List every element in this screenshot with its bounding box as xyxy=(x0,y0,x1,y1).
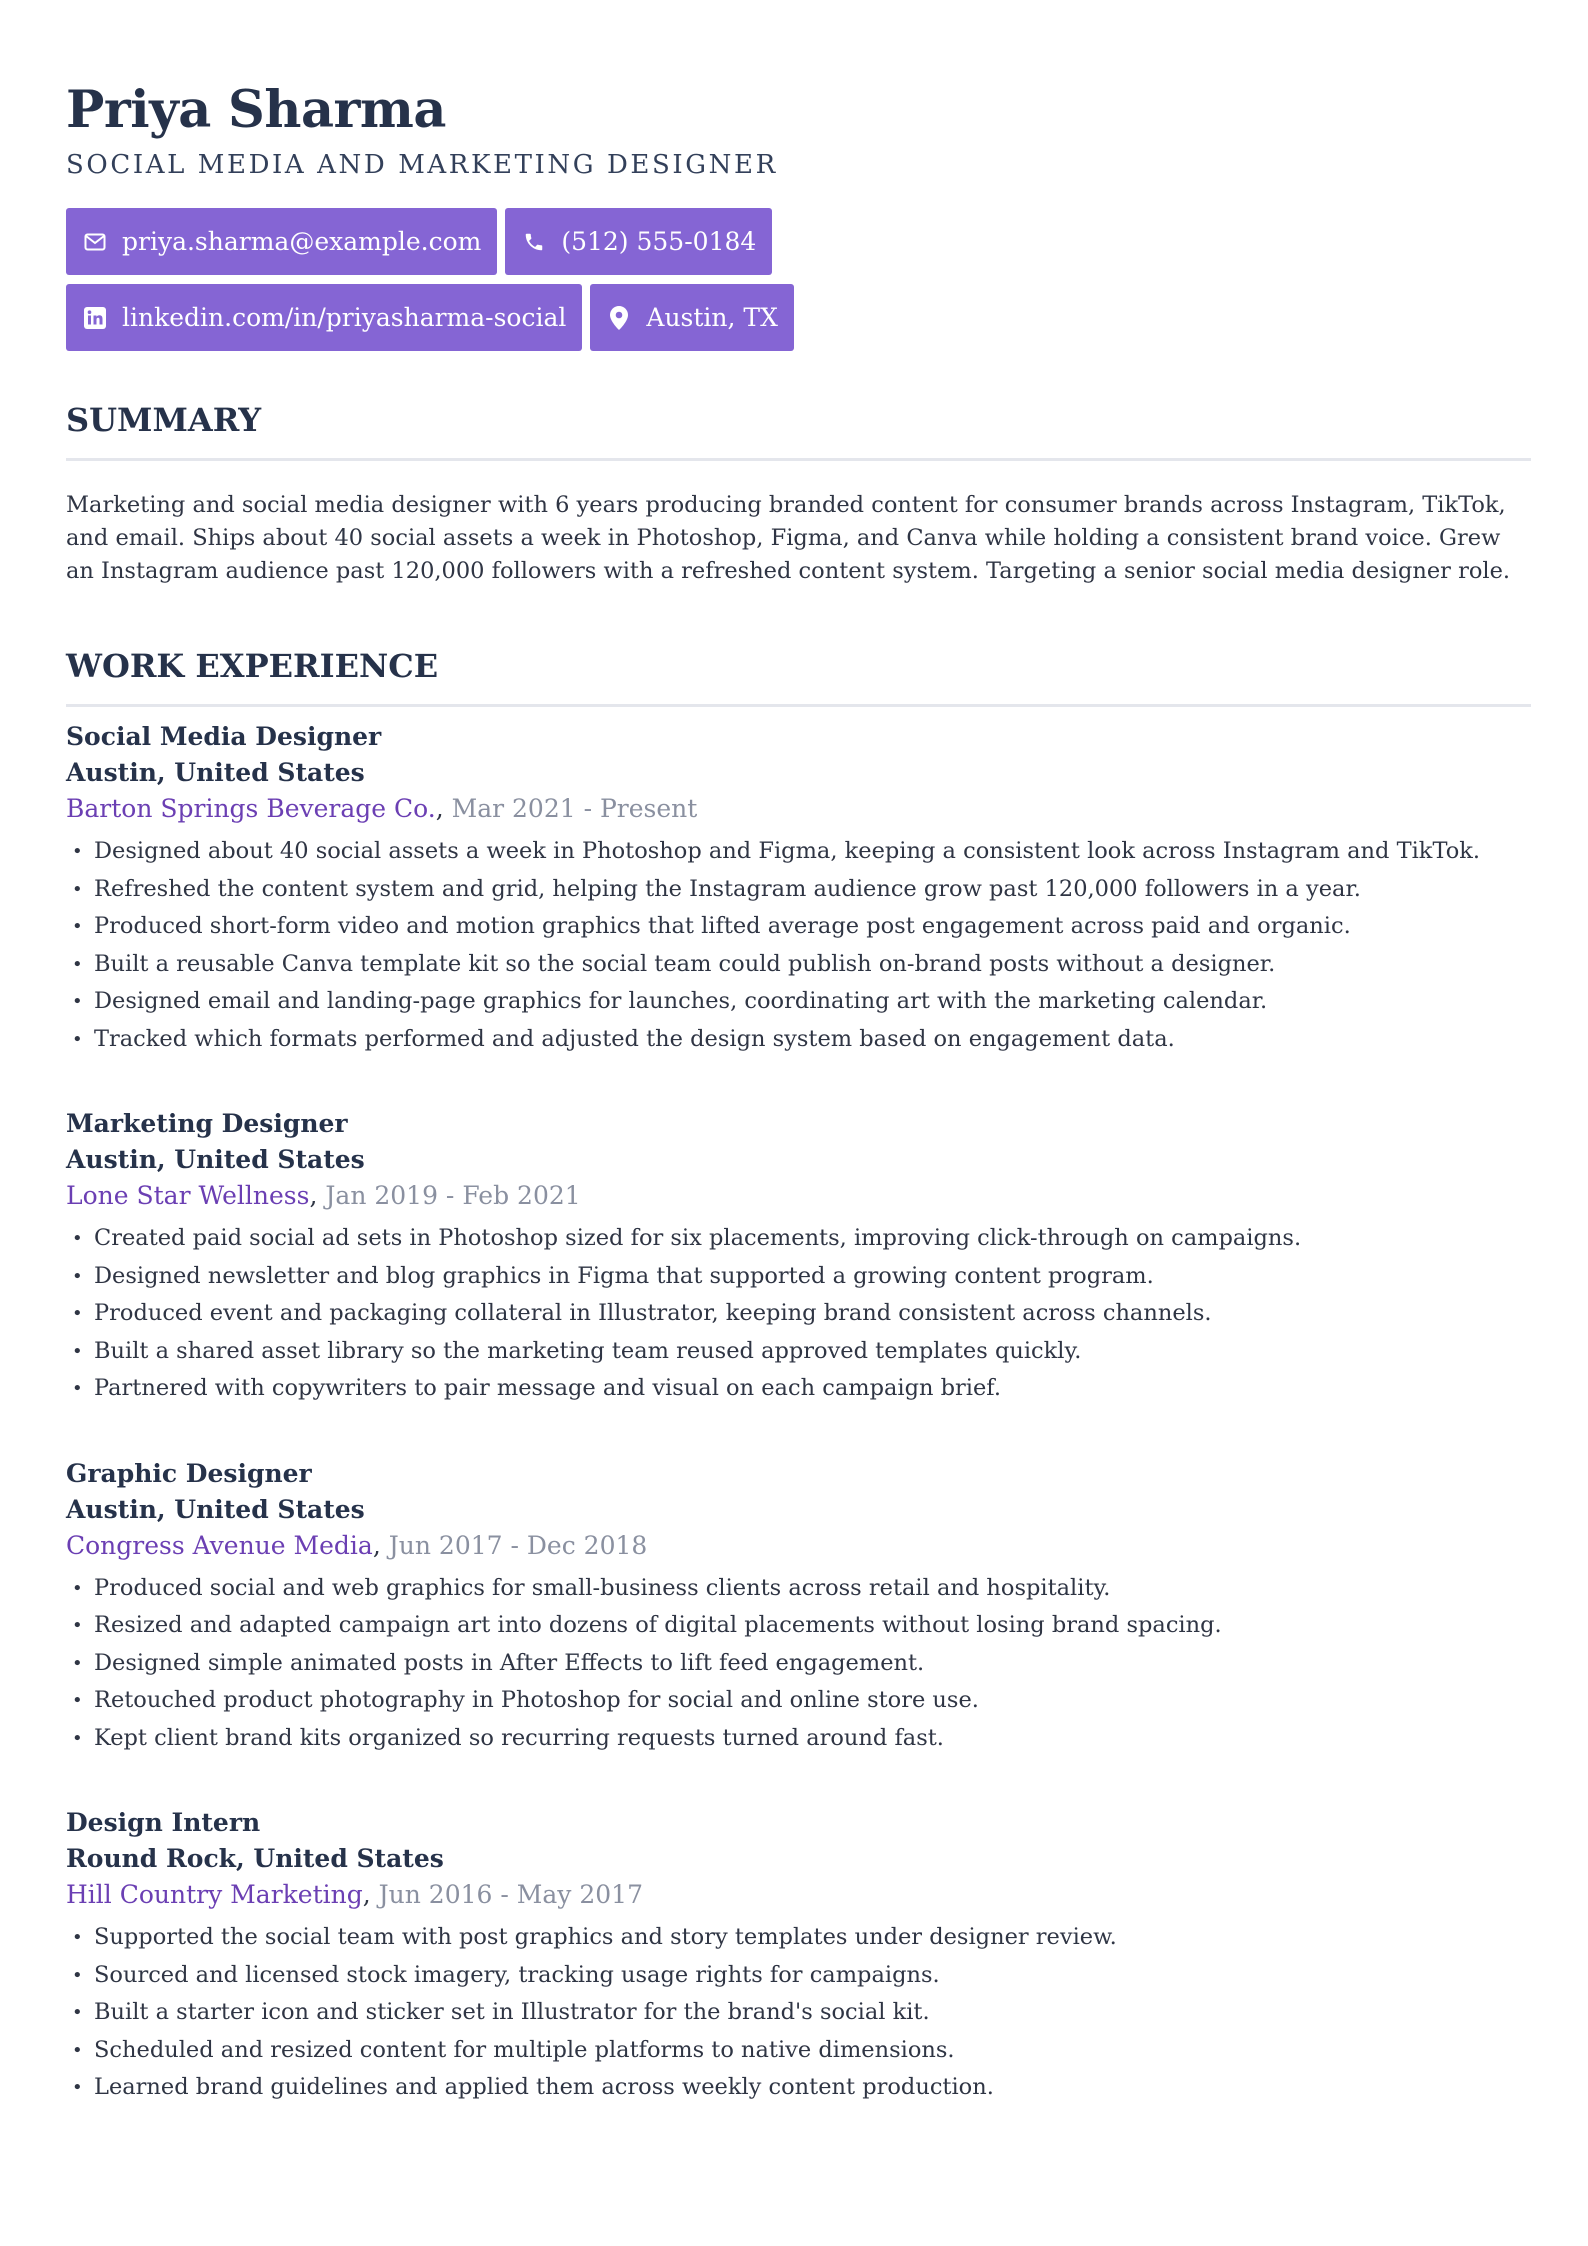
job-bullets xyxy=(66,1919,1531,2107)
bullet-item: • Designed about 40 social assets a week in Photoshop and Figma, keeping a consistent look across Instagram and TikTok. xyxy=(66,833,1531,871)
summary-text: Marketing and social media designer with 6 years producing branded content for consumer brands across Instagram, TikTok, and email. Ships about 40 social assets a week in Photoshop, Figma, and Canva while holding a consistent brand voice. Grew an Instagram audience past 120,000 followers with a refreshed content system. Targeting a senior social media designer role. xyxy=(66,492,1511,584)
job-entry xyxy=(66,1106,1531,1408)
bullet-item: • Produced short-form video and motion graphics that lifted average post engagement across paid and organic. xyxy=(66,908,1531,946)
candidate-name: Priya Sharma xyxy=(66,80,446,140)
job-meta xyxy=(66,1528,1531,1564)
bullet-item: • Built a reusable Canva template kit so the social team could publish on-brand posts without a designer. xyxy=(66,946,1531,984)
job-location: Austin, United States xyxy=(66,758,365,787)
job-title: Design Intern xyxy=(66,1808,261,1837)
experience-heading: WORK EXPERIENCE xyxy=(66,647,439,685)
linkedin-text: linkedin.com/in/priyasharma-social xyxy=(122,303,567,332)
job-meta xyxy=(66,1178,1531,1214)
candidate-title: SOCIAL MEDIA AND MARKETING DESIGNER xyxy=(66,150,778,180)
job-dates: Jun 2016 - May 2017 xyxy=(378,1880,643,1909)
contact-row xyxy=(66,208,966,275)
email-text: priya.sharma@example.com xyxy=(122,227,482,256)
linkedin-link[interactable] xyxy=(66,284,582,351)
bullet-item: • Built a shared asset library so the marketing team reused approved templates quickly. xyxy=(66,1333,1531,1371)
section-divider xyxy=(66,704,1531,707)
bullet-item: • Sourced and licensed stock imagery, tracking usage rights for campaigns. xyxy=(66,1957,1531,1995)
bullet-item: • Kept client brand kits organized so recurring requests turned around fast. xyxy=(66,1720,1531,1758)
bullet-item: • Created paid social ad sets in Photoshop sized for six placements, improving click-through on campaigns. xyxy=(66,1220,1531,1258)
job-title: Social Media Designer xyxy=(66,722,382,751)
job-entry xyxy=(66,719,1531,1058)
phone-icon xyxy=(521,229,547,255)
bullet-item: • Designed simple animated posts in After Effects to lift feed engagement. xyxy=(66,1645,1531,1683)
job-meta xyxy=(66,1877,1531,1913)
job-bullets xyxy=(66,1570,1531,1758)
map-pin-icon xyxy=(606,305,632,331)
company-name: Hill Country Marketing xyxy=(66,1880,363,1909)
bullet-item: • Designed email and landing-page graphics for launches, coordinating art with the marketing calendar. xyxy=(66,983,1531,1021)
mail-icon xyxy=(82,229,108,255)
job-bullets xyxy=(66,1220,1531,1408)
job-dates: Jan 2019 - Feb 2021 xyxy=(325,1181,581,1210)
job-title: Graphic Designer xyxy=(66,1458,312,1488)
job-bullets xyxy=(66,833,1531,1058)
company-name: Lone Star Wellness xyxy=(66,1181,310,1210)
job-location: Round Rock, United States xyxy=(66,1844,444,1873)
meta-separator: , xyxy=(372,1530,389,1560)
summary-section xyxy=(66,400,1531,588)
job-dates: Mar 2021 - Present xyxy=(451,794,698,823)
phone-text: (512) 555-0184 xyxy=(561,227,757,256)
bullet-item: • Retouched product photography in Photoshop for social and online store use. xyxy=(66,1682,1531,1720)
bullet-item: • Produced event and packaging collateral in Illustrator, keeping brand consistent across channels. xyxy=(66,1295,1531,1333)
job-meta xyxy=(66,791,1531,827)
job-title: Marketing Designer xyxy=(66,1109,348,1138)
meta-separator: , xyxy=(362,1880,379,1909)
job-location: Austin, United States xyxy=(66,1145,365,1174)
bullet-item: • Produced social and web graphics for small-business clients across retail and hospitality. xyxy=(66,1570,1531,1608)
job-list xyxy=(66,719,1531,2107)
email-link[interactable] xyxy=(66,208,497,275)
bullet-item: • Learned brand guidelines and applied them across weekly content production. xyxy=(66,2069,1531,2107)
summary-heading: SUMMARY xyxy=(66,401,262,439)
experience-section xyxy=(66,646,1531,2107)
contact-chips xyxy=(66,208,966,351)
linkedin-icon xyxy=(82,305,108,331)
location-chip[interactable] xyxy=(590,284,794,351)
section-divider xyxy=(66,458,1531,461)
bullet-item: • Refreshed the content system and grid, helping the Instagram audience grow past 120,000 followers in a year. xyxy=(66,871,1531,909)
bullet-item: • Tracked which formats performed and adjusted the design system based on engagement data. xyxy=(66,1021,1531,1059)
bullet-item: • Partnered with copywriters to pair message and visual on each campaign brief. xyxy=(66,1370,1531,1408)
location-text: Austin, TX xyxy=(646,303,778,332)
job-dates: Jun 2017 - Dec 2018 xyxy=(388,1530,648,1560)
bullet-item: • Scheduled and resized content for multiple platforms to native dimensions. xyxy=(66,2032,1531,2070)
bullet-item: • Supported the social team with post graphics and story templates under designer review. xyxy=(66,1919,1531,1957)
company-name: Congress Avenue Media xyxy=(66,1530,373,1560)
contact-row xyxy=(66,284,966,351)
job-location: Austin, United States xyxy=(66,1494,365,1524)
bullet-item: • Built a starter icon and sticker set in Illustrator for the brand's social kit. xyxy=(66,1994,1531,2032)
job-entry xyxy=(66,1456,1531,1758)
bullet-item: • Designed newsletter and blog graphics in Figma that supported a growing content program. xyxy=(66,1258,1531,1296)
job-entry xyxy=(66,1805,1531,2107)
phone-link[interactable] xyxy=(505,208,772,275)
meta-separator: , xyxy=(435,794,452,823)
meta-separator: , xyxy=(309,1181,326,1210)
bullet-item: • Resized and adapted campaign art into dozens of digital placements without losing brand spacing. xyxy=(66,1607,1531,1645)
company-name: Barton Springs Beverage Co. xyxy=(66,794,436,823)
